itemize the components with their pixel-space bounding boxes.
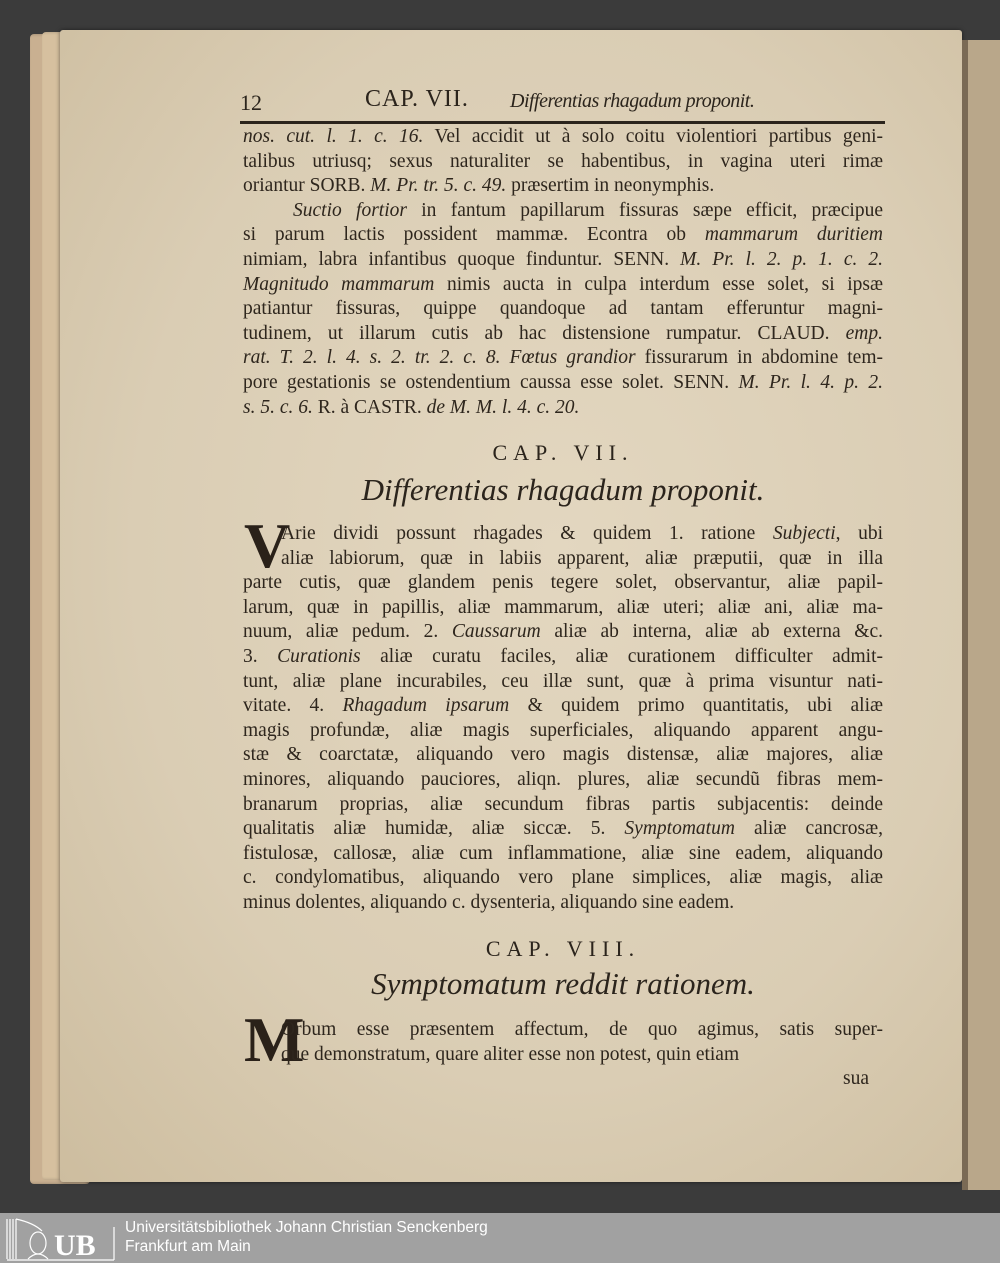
text-segment: , ubi	[835, 523, 883, 544]
text-segment	[501, 347, 510, 368]
italic-text: Curationis	[277, 645, 361, 667]
text-segment: nimis aucta in culpa interdum esse solet, si ipsæ	[434, 273, 884, 295]
text-segment: talibus utriusq; sexus naturaliter se habentibus, in vagina uteri rimæ	[243, 150, 883, 172]
text-segment: minus dolentes, aliquando c. dysenteria, aliquando sine eadem.	[243, 891, 735, 913]
text-segment: si parum lactis possident mammæ. Econtra ob	[243, 224, 705, 246]
text-line	[243, 223, 883, 248]
text-segment: tudinem, ut illarum cutis ab hac distensione rumpatur. CLAUD.	[243, 322, 846, 344]
text-line	[243, 620, 883, 645]
text-segment: fissurarum in abdomine tem-	[635, 347, 884, 369]
ub-logo	[4, 1217, 116, 1261]
text-segment: qualitatis aliæ humidæ, aliæ siccæ. 5.	[243, 818, 625, 840]
italic-text: M. Pr. tr. 5. c. 49.	[370, 175, 507, 197]
drop-initial-m: M	[244, 1004, 305, 1075]
text-segment: patiantur fissuras, quippe quandoque ad tantam efferuntur magni-	[243, 298, 883, 320]
text-segment: nimiam, labra infantibus quoque finduntur. SENN.	[243, 248, 681, 270]
text-segment: vitate. 4.	[243, 695, 343, 717]
text-segment: aliæ labiorum, quæ in labiis apparent, aliæ præputii, quæ in illa	[281, 547, 883, 569]
italic-text: M. Pr. l. 4. p. 2.	[738, 371, 884, 393]
drop-initial-v: V	[244, 510, 291, 581]
text-line	[243, 891, 883, 916]
text-line	[243, 125, 883, 150]
page-number: 12	[240, 90, 262, 115]
italic-text: Magnitudo mammarum	[243, 273, 435, 295]
text-line	[243, 842, 883, 867]
text-segment: parte cutis, quæ glandem penis tegere solet, observantur, aliæ papil-	[243, 572, 883, 594]
text-line	[243, 396, 883, 421]
text-line	[243, 248, 883, 273]
text-segment: in fantum papillarum fissuras sæpe efficit, præcipue	[406, 199, 883, 221]
text-segment: oriantur SORB.	[243, 175, 371, 197]
text-segment: Arie dividi possunt rhagades & quidem 1. ratione	[281, 523, 773, 544]
italic-text: de M. M. l. 4. c. 20.	[426, 396, 580, 418]
text-line	[243, 571, 883, 596]
italic-text: Caussarum	[451, 621, 541, 643]
chapter-8-text	[243, 1018, 883, 1067]
italic-text: Suctio fortior	[293, 199, 407, 221]
library-name: Universitätsbibliothek Johann Christian Senckenberg	[125, 1219, 488, 1236]
library-footer	[0, 1213, 1000, 1263]
italic-text: Subjecti	[772, 523, 836, 544]
running-header	[240, 86, 885, 118]
text-line	[243, 719, 883, 744]
chapter-7-title: Differentias rhagadum proponit.	[361, 472, 765, 507]
italic-text: Symptomatum	[624, 818, 735, 840]
text-line	[243, 322, 883, 347]
italic-text: mammarum duritiem	[704, 224, 883, 246]
text-segment: Orbum esse præsentem affectum, de quo agimus, satis super-	[281, 1019, 883, 1040]
text-segment: R. à CASTR.	[312, 396, 427, 418]
chapter-8-title: Symptomatum reddit rationem.	[371, 966, 755, 1001]
text-line	[243, 694, 883, 719]
text-segment: stæ & coarctatæ, aliquando vero magis distensæ, aliæ majores, aliæ	[243, 744, 883, 766]
text-line	[243, 793, 883, 818]
italic-text: M. Pr. l. 2. p. 1. c. 2.	[680, 248, 883, 270]
text-line	[243, 522, 883, 547]
text-line	[243, 1043, 883, 1068]
italic-text: emp.	[845, 322, 883, 344]
text-line	[243, 174, 883, 199]
text-line	[243, 743, 883, 768]
text-line	[243, 547, 883, 572]
text-segment: aliæ ab interna, aliæ ab externa &c.	[540, 621, 883, 643]
text-line	[243, 645, 883, 670]
text-line	[243, 346, 883, 371]
text-segment: minores, aliquando pauciores, aliqn. plures, aliæ secundũ fibras mem-	[243, 768, 883, 790]
header-chapter: CAP. VII.	[365, 86, 469, 112]
text-segment: magis profundæ, aliæ magis superficiales, aliquando apparent angu-	[243, 719, 883, 741]
text-segment: pore gestationis se ostendentium caussa esse solet. SENN.	[243, 371, 739, 393]
italic-text: Fœtus grandior	[509, 347, 636, 369]
italic-text: nos. cut. l. 1. c. 16.	[243, 126, 424, 147]
catchword: sua	[843, 1068, 869, 1089]
chapter-7-text	[243, 522, 883, 916]
header-rule	[240, 121, 885, 124]
text-segment: larum, quæ in papillis, aliæ mammarum, aliæ uteri; aliæ ani, aliæ ma-	[243, 596, 883, 618]
italic-text: Rhagadum ipsarum	[342, 695, 510, 717]
text-line	[243, 150, 883, 175]
ub-logo-text: UB	[54, 1229, 96, 1261]
text-segment: tunt, aliæ plane incurabiles, ceu illæ sunt, quæ à prima visuntur nati-	[243, 670, 883, 692]
text-line	[243, 670, 883, 695]
text-line	[243, 371, 883, 396]
text-segment: branarum proprias, aliæ secundum fibras partis subjacentis: deinde	[243, 793, 883, 815]
text-segment: præsertim in neonymphis.	[506, 175, 715, 197]
text-line	[243, 817, 883, 842]
text-segment: que demonstratum, quare aliter esse non potest, quin etiam	[281, 1043, 740, 1065]
text-segment: aliæ cancrosæ,	[734, 818, 883, 840]
text-line	[243, 297, 883, 322]
text-line	[243, 199, 883, 224]
text-segment: aliæ curatu faciles, aliæ curationem difficulter admit-	[360, 645, 883, 667]
chapter-8-heading: CAP. VIII.	[485, 936, 641, 961]
text-line	[243, 1018, 883, 1043]
italic-text: rat. T. 2. l. 4. s. 2. tr. 2. c. 8.	[243, 347, 501, 369]
text-segment: & quidem primo quantitatis, ubi aliæ	[509, 695, 884, 717]
text-segment: nuum, aliæ pedum. 2.	[243, 621, 452, 643]
library-city: Frankfurt am Main	[125, 1238, 251, 1255]
text-segment: 3.	[243, 645, 278, 667]
text-segment: Vel accidit ut à solo coitu violentiori partibus geni-	[423, 126, 883, 147]
text-line	[243, 768, 883, 793]
header-title: Differentias rhagadum proponit.	[510, 90, 755, 112]
text-segment: fistulosæ, callosæ, aliæ cum inflammatione, aliæ sine eadem, aliquando	[243, 842, 883, 864]
text-line	[243, 596, 883, 621]
italic-text: s. 5. c. 6.	[243, 396, 313, 418]
text-line	[243, 866, 883, 891]
text-line	[243, 273, 883, 298]
book-gutter	[962, 40, 968, 1190]
text-segment: c. condylomatibus, aliquando vero plane simplices, aliæ magis, aliæ	[243, 867, 883, 889]
continuation-text	[243, 125, 883, 420]
chapter-7-heading: CAP. VII.	[492, 440, 634, 465]
